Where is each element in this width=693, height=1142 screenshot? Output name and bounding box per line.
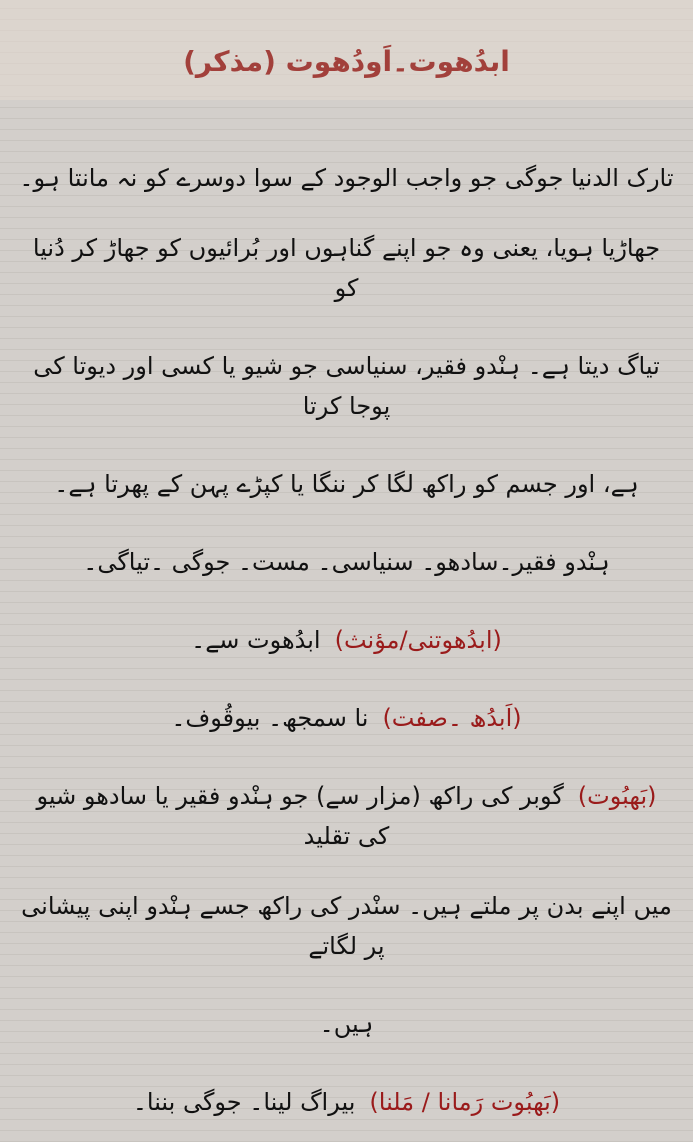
- definition-line: ہیں۔: [319, 1010, 374, 1038]
- entry-title: ابدُھوت۔اَودُھوت (مذکر): [183, 45, 510, 78]
- definition-line: تیاگ دیتا ہے۔ ہنْدو فقیر، سنیاسی جو شیو یا کسی اور دیوتا کی پوجا کرتا: [33, 352, 660, 420]
- grammar-label: (ابدُھوتنی/مؤنث): [334, 626, 502, 654]
- definition-text: ابدُھوت سے۔: [191, 626, 321, 654]
- related-term-label: (بَھبُوت): [577, 782, 657, 810]
- definition-text: نا سمجھ۔ بیوقُوف۔: [171, 704, 369, 732]
- adjective-line: [18, 698, 675, 738]
- grammar-label: (اَبدُھ ۔صفت): [382, 704, 522, 732]
- definition-line: ہے، اور جسم کو راکھ لگا کر ننگا یا کپڑے پہن کے پھرتا ہے۔: [54, 470, 639, 498]
- definition-text: بیراگ لینا۔ جوگی بننا۔: [132, 1088, 356, 1116]
- definition-line: جھاڑیا ہویا، یعنی وہ جو اپنے گناہوں اور بُرائیوں کو جھاڑ کر دُنیا کو: [32, 234, 661, 302]
- definition-line: تارک الدنیا جوگی جو واجب الوجود کے سوا دوسرے کو نہ مانتا ہو۔: [19, 164, 674, 192]
- idiom-label: (بَھبُوت رَمانا / مَلنا): [369, 1088, 561, 1116]
- synonyms-line: ہنْدو فقیر۔سادھو۔ سنیاسی۔ مست۔ جوگی ۔تیاگی۔: [83, 548, 610, 576]
- related-term-line: [18, 776, 675, 856]
- definition-line: میں اپنے بدن پر ملتے ہیں۔ سنْدر کی راکھ جسے ہنْدو اپنی پیشانی پر لگاتے: [21, 892, 672, 960]
- definition-text: گوبر کی راکھ (مزار سے) جو ہنْدو فقیر یا سادھو شیو کی تقلید: [36, 782, 564, 850]
- feminine-form-line: [18, 620, 675, 660]
- idiom-line: [18, 1082, 675, 1122]
